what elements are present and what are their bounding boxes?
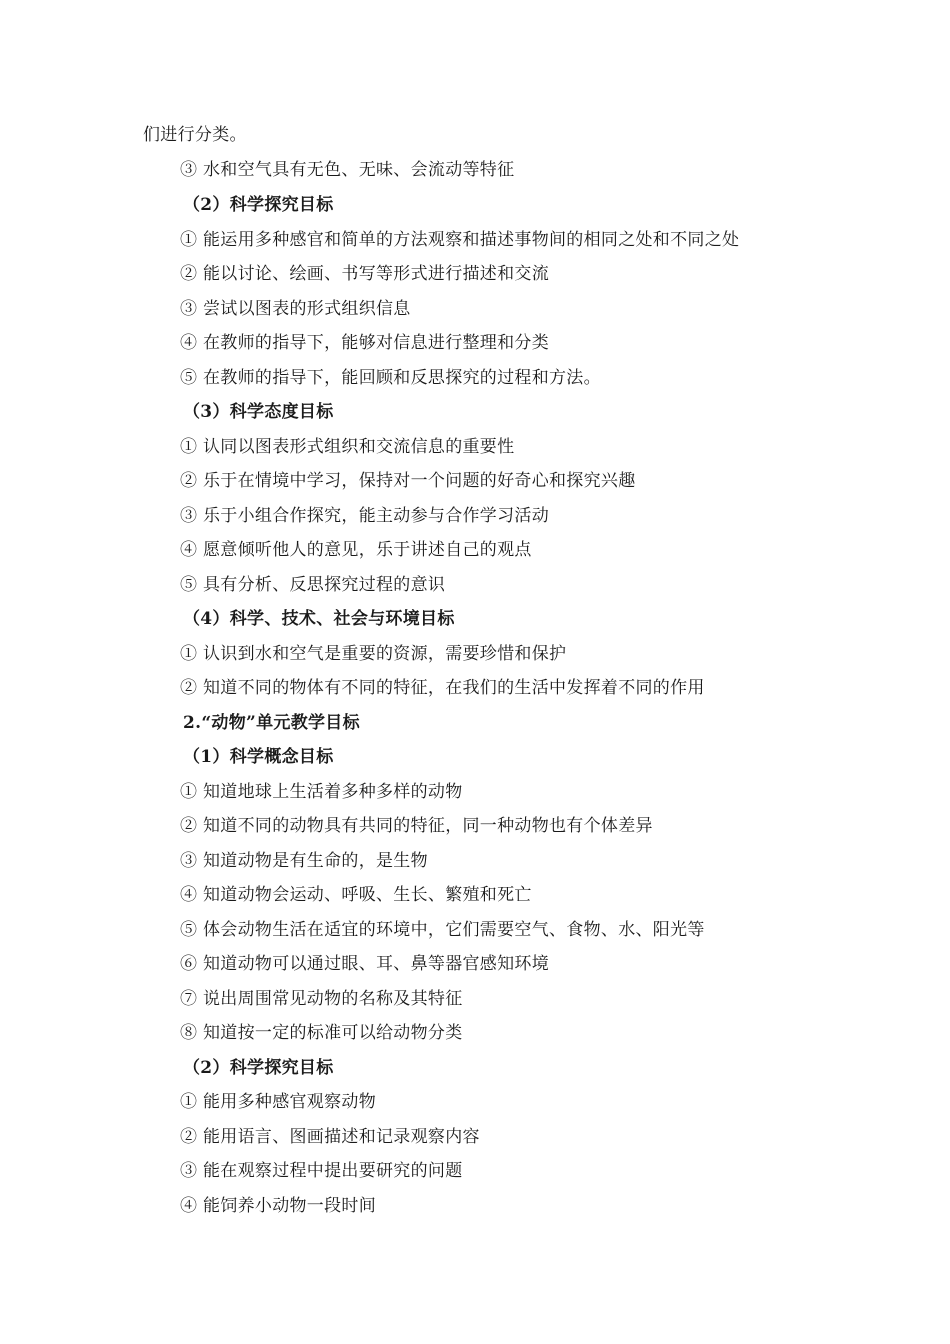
section-heading: （1）科学概念目标 bbox=[183, 747, 334, 767]
list-item: ⑧ 知道按一定的标准可以给动物分类 bbox=[180, 1023, 463, 1043]
section-heading: （3）科学态度目标 bbox=[183, 402, 334, 422]
continuation-text: 们进行分类。 bbox=[143, 125, 247, 145]
section-heading: （2）科学探究目标 bbox=[183, 195, 334, 215]
list-item: ② 知道不同的动物具有共同的特征，同一种动物也有个体差异 bbox=[180, 816, 653, 836]
list-item: ③ 水和空气具有无色、无味、会流动等特征 bbox=[180, 160, 515, 180]
section-heading: （2）科学探究目标 bbox=[183, 1058, 334, 1078]
list-item: ⑤ 体会动物生活在适宜的环境中，它们需要空气、食物、水、阳光等 bbox=[180, 920, 705, 940]
list-item: ① 能运用多种感官和简单的方法观察和描述事物间的相同之处和不同之处 bbox=[180, 230, 740, 250]
unit-heading: 2.“动物”单元教学目标 bbox=[183, 713, 360, 733]
list-item: ④ 能饲养小动物一段时间 bbox=[180, 1196, 377, 1216]
list-item: ① 认同以图表形式组织和交流信息的重要性 bbox=[180, 437, 515, 457]
list-item: ③ 能在观察过程中提出要研究的问题 bbox=[180, 1161, 463, 1181]
list-item: ⑤ 具有分析、反思探究过程的意识 bbox=[180, 575, 446, 595]
list-item: ⑤ 在教师的指导下，能回顾和反思探究的过程和方法。 bbox=[180, 368, 601, 388]
list-item: ④ 愿意倾听他人的意见，乐于讲述自己的观点 bbox=[180, 540, 532, 560]
list-item: ① 知道地球上生活着多种多样的动物 bbox=[180, 782, 463, 802]
list-item: ① 能用多种感官观察动物 bbox=[180, 1092, 377, 1112]
list-item: ③ 乐于小组合作探究，能主动参与合作学习活动 bbox=[180, 506, 550, 526]
list-item: ④ 在教师的指导下，能够对信息进行整理和分类 bbox=[180, 333, 550, 353]
list-item: ② 乐于在情境中学习，保持对一个问题的好奇心和探究兴趣 bbox=[180, 471, 636, 491]
list-item: ③ 知道动物是有生命的，是生物 bbox=[180, 851, 428, 871]
list-item: ③ 尝试以图表的形式组织信息 bbox=[180, 299, 411, 319]
list-item: ⑦ 说出周围常见动物的名称及其特征 bbox=[180, 989, 463, 1009]
section-heading: （4）科学、技术、社会与环境目标 bbox=[183, 609, 455, 629]
list-item: ④ 知道动物会运动、呼吸、生长、繁殖和死亡 bbox=[180, 885, 532, 905]
list-item: ② 能以讨论、绘画、书写等形式进行描述和交流 bbox=[180, 264, 550, 284]
list-item: ② 知道不同的物体有不同的特征，在我们的生活中发挥着不同的作用 bbox=[180, 678, 705, 698]
list-item: ② 能用语言、图画描述和记录观察内容 bbox=[180, 1127, 480, 1147]
list-item: ⑥ 知道动物可以通过眼、耳、鼻等器官感知环境 bbox=[180, 954, 550, 974]
list-item: ① 认识到水和空气是重要的资源，需要珍惜和保护 bbox=[180, 644, 567, 664]
